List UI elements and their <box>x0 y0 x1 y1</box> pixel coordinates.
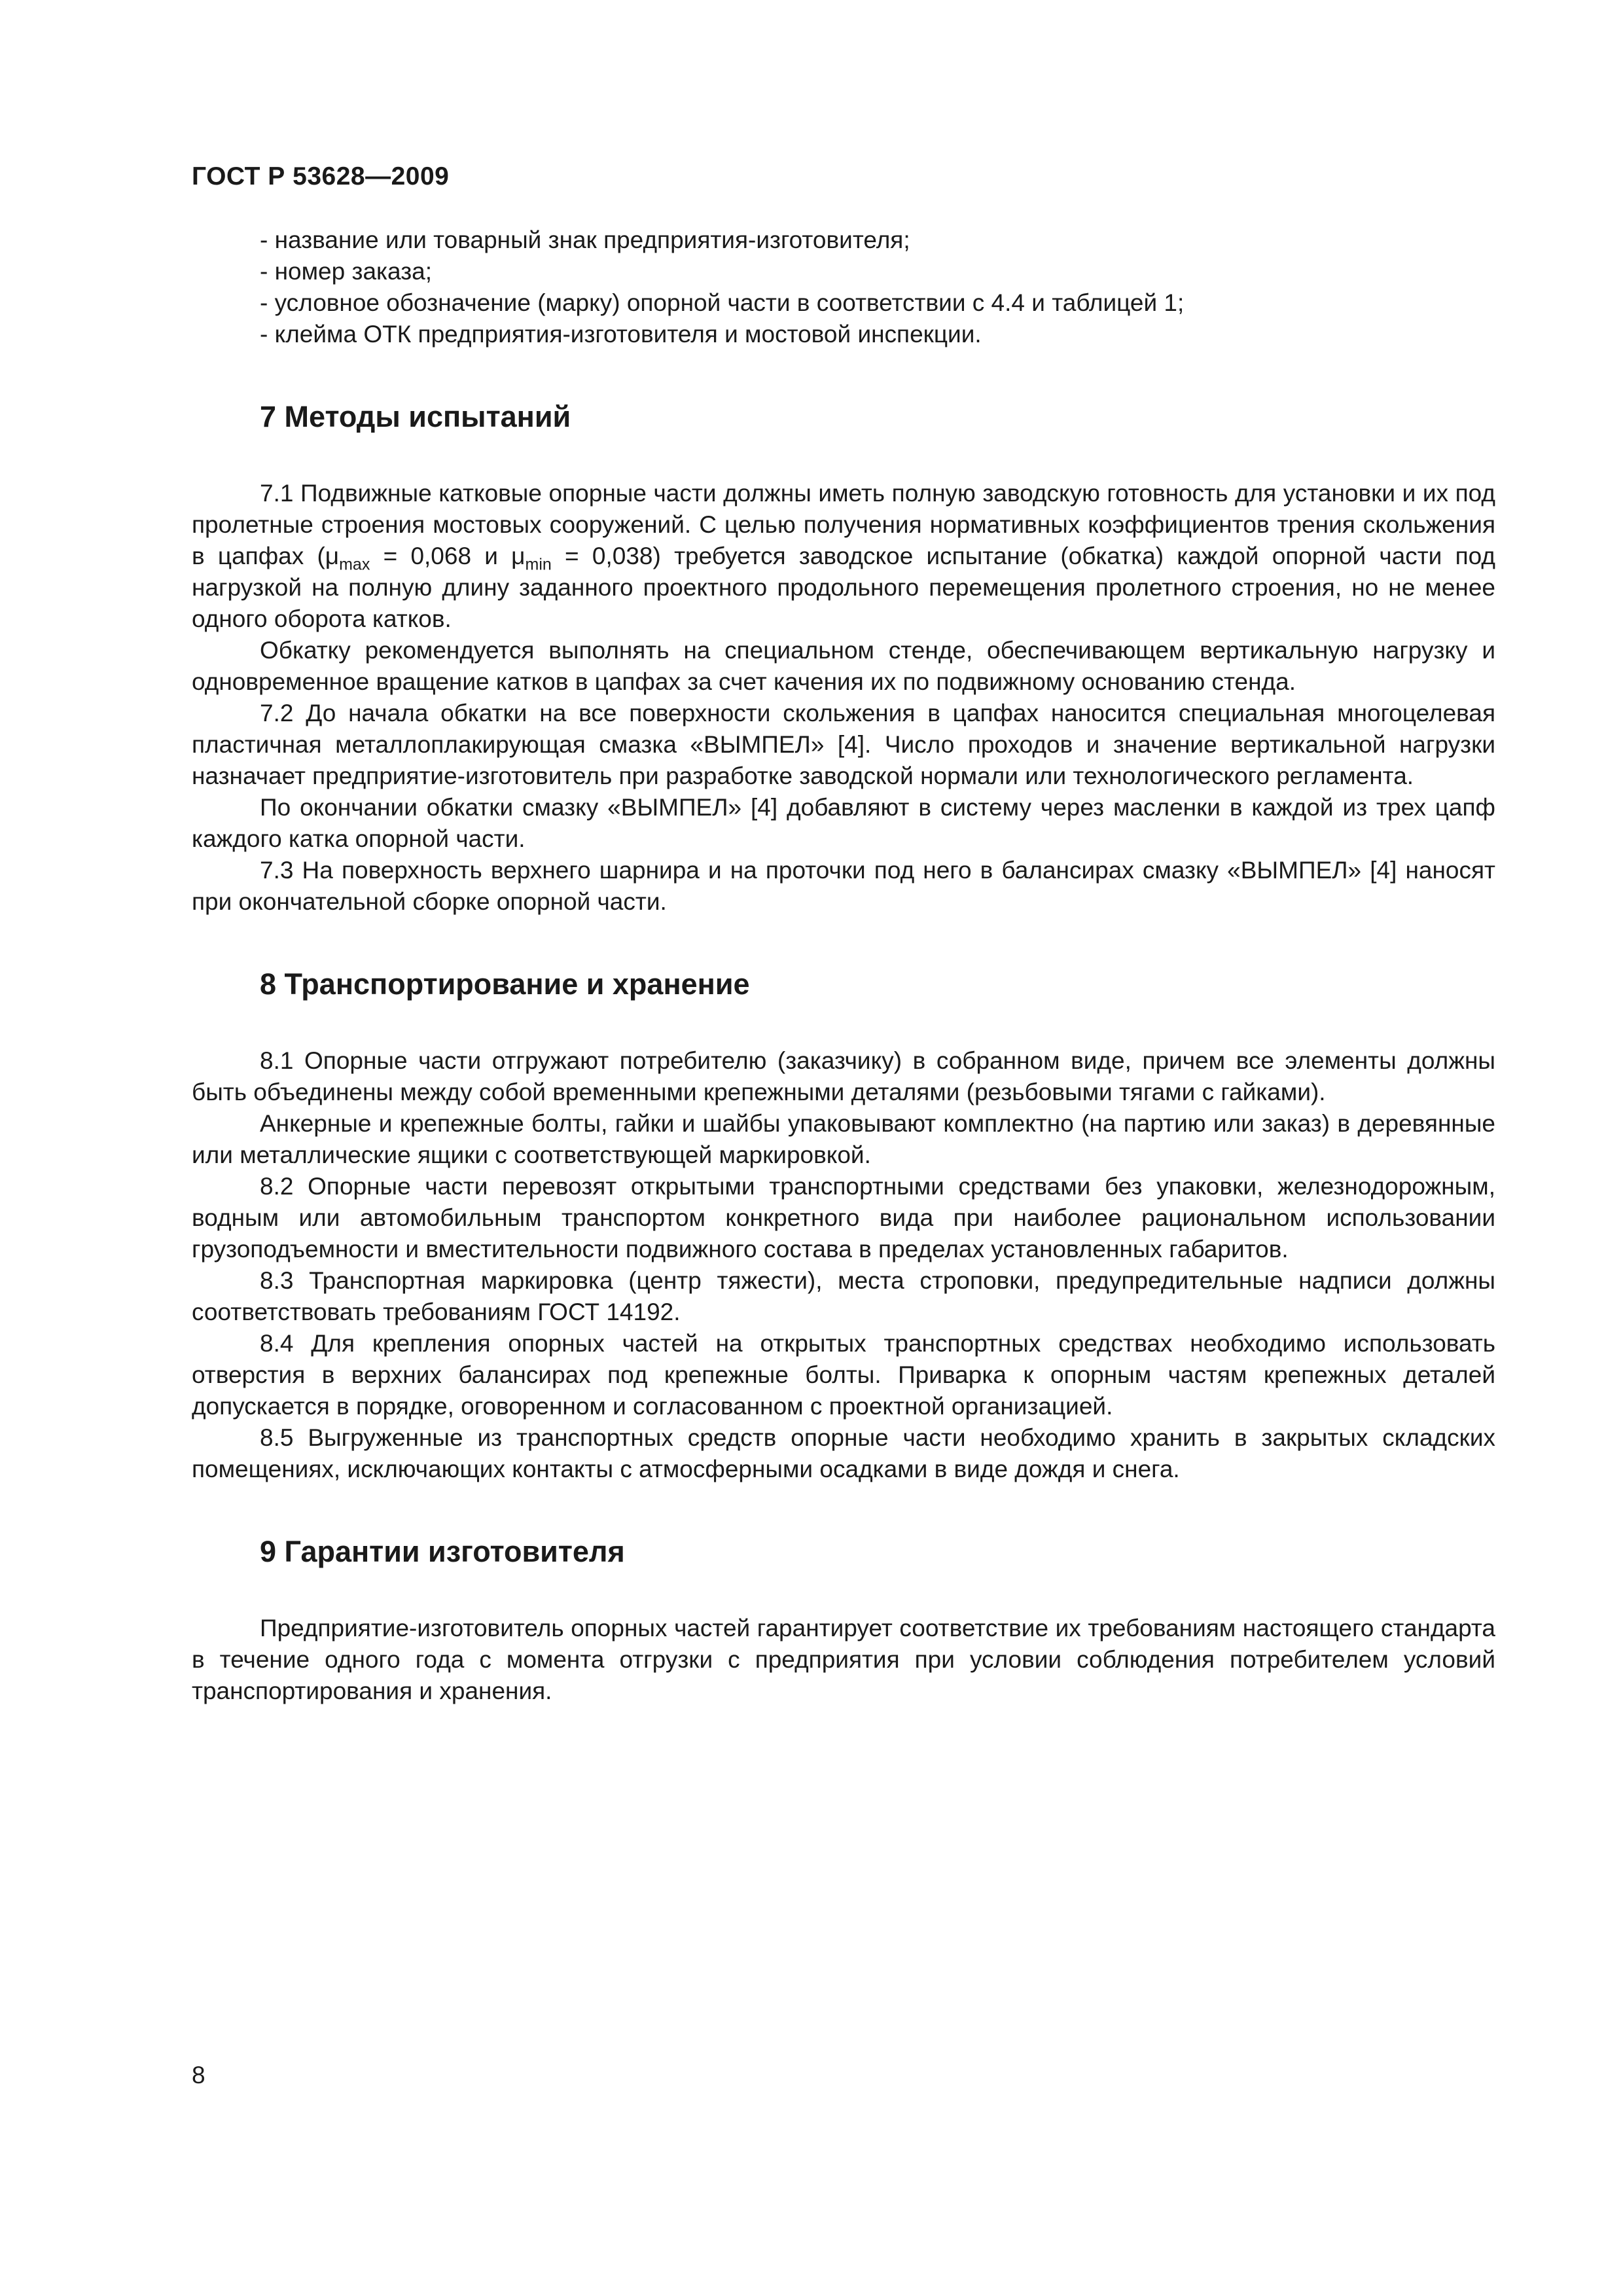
list-item: - условное обозначение (марку) опорной части в соответствии с 4.4 и таблицей 1; <box>260 289 1185 316</box>
paragraph-7-2: 7.2 До начала обкатки на все поверхности скольжения в цапфах наносится специальная многоцелевая пластичная металлоплакирующая смазка «ВЫМПЕЛ» [4]. Число проходов и значение вертикальной нагрузки назначает предприятие-изготовитель при разработке заводской нормали или технологического регламента. <box>192 700 1495 789</box>
paragraph: Обкатку рекомендуется выполнять на специальном стенде, обеспечивающем вертикальную нагрузку и одновременное вращение катков в цапфах за счет качения их по подвижному основанию стенда. <box>192 637 1495 695</box>
section-7 <box>192 400 1495 918</box>
list-item: - название или товарный знак предприятия-изготовителя; <box>260 226 910 253</box>
list-item: - клейма ОТК предприятия-изготовителя и мостовой инспекции. <box>260 321 982 348</box>
paragraph-7-3: 7.3 На поверхность верхнего шарнира и на проточки под него в балансирах смазку «ВЫМПЕЛ» [4] наносят при окончательной сборке опорной части. <box>192 857 1495 915</box>
paragraph-8-5: 8.5 Выгруженные из транспортных средств опорные части необходимо хранить в закрытых складских помещениях, исключающих контакты с атмосферными осадками в виде дождя и снега. <box>192 1424 1495 1482</box>
section-8 <box>192 967 1495 1485</box>
paragraph: Предприятие-изготовитель опорных частей гарантирует соответствие их требованиям настоящего стандарта в течение одного года с момента отгрузки с предприятия при условии соблюдения потребителем условий транспортирования и хранения. <box>192 1615 1495 1704</box>
paragraph-text: = 0,068 и μ <box>370 543 526 569</box>
paragraph-8-2: 8.2 Опорные части перевозят открытыми транспортными средствами без упаковки, железнодорожным, водным или автомобильным транспортом конкретного вида при наиболее рациональном использовании грузоподъемности и вместительности подвижного состава в пределах установленных габаритов. <box>192 1173 1495 1263</box>
paragraph-8-3: 8.3 Транспортная маркировка (центр тяжести), места строповки, предупредительные надписи должны соответствовать требованиям ГОСТ 14192. <box>192 1267 1495 1325</box>
section-heading: 8 Транспортирование и хранение <box>260 967 750 1001</box>
paragraph-text: 7.1 Подвижные катковые опорные части должны иметь полную заводскую готовность для установки и их под пролетные строения мостовых сооружений. С целью получения нормативных коэффициентов трения скольжения в цапфах (μ <box>192 480 1495 569</box>
marking-list <box>192 224 1495 350</box>
section-heading: 9 Гарантии изготовителя <box>260 1535 625 1568</box>
subscript-max: max <box>339 555 370 574</box>
paragraph-7-1 <box>192 478 1495 635</box>
section-heading: 7 Методы испытаний <box>260 400 571 433</box>
list-item: - номер заказа; <box>260 258 433 285</box>
page-number: 8 <box>192 2062 205 2089</box>
paragraph-text: = 0,038) требуется заводское испытание (обкатка) каждой опорной части под нагрузкой на полную длину заданного проектного продольного перемещения пролетного строения, но не менее одного оборота катков. <box>192 543 1495 632</box>
subscript-min: min <box>525 555 552 574</box>
paragraph-8-4: 8.4 Для крепления опорных частей на открытых транспортных средствах необходимо использовать отверстия в верхних балансирах под крепежные болты. Приварка к опорным частям крепежных деталей допускается в порядке, оговоренном и согласованном с проектной организацией. <box>192 1330 1495 1420</box>
paragraph-8-1: 8.1 Опорные части отгружают потребителю (заказчику) в собранном виде, причем все элементы должны быть объединены между собой временными крепежными деталями (резьбовыми тягами с гайками). <box>192 1047 1495 1105</box>
page-content <box>192 224 1495 1707</box>
document-id-header: ГОСТ Р 53628—2009 <box>192 162 450 190</box>
section-9 <box>192 1535 1495 1707</box>
paragraph: Анкерные и крепежные болты, гайки и шайбы упаковывают комплектно (на партию или заказ) в деревянные или металлические ящики с соответствующей маркировкой. <box>192 1110 1495 1168</box>
paragraph: По окончании обкатки смазку «ВЫМПЕЛ» [4] добавляют в систему через масленки в каждой из трех цапф каждого катка опорной части. <box>192 794 1495 852</box>
